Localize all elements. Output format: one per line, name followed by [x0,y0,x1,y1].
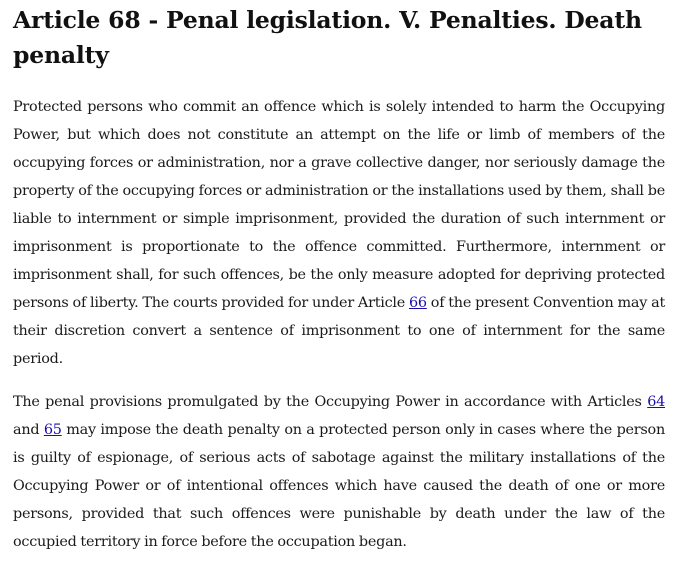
article-title: Article 68 - Penal legislation. V. Penalties. Death penalty [13,6,642,69]
paragraph-2 [13,388,665,556]
paragraph-2-text-start: The penal provisions promulgated by the Occupying Power in accordance with Articles [13,394,648,410]
article-65-link[interactable]: 65 [43,422,62,438]
paragraph-1-text-start: Protected persons who commit an offence which is solely intended to harm the Occupying Power, but which does not constitute an attempt on the life or limb of members of the occupying forces or administration, nor a grave collective danger, nor seriously damage the property of the occupying forces or administration or the installations used by them, shall be liable to internment or simple imprisonment, provided the duration of such internment or imprisonment is proportionate to the offence committed. Furthermore, internment or imprisonment shall, for such offences, be the only measure adopted for depriving protected persons of liberty. The courts provided for under Article [13,99,665,311]
article-64-link[interactable]: 64 [647,394,665,410]
article-66-link[interactable]: 66 [409,295,427,311]
paragraph-2-text-and: and [13,422,44,438]
paragraph-2-text-end: may impose the death penalty on a protected person only in cases where the person is guilty of espionage, of serious acts of sabotage against the military installations of the Occupying Power or of intentional offences which have caused the death of one or more persons, provided that such offences were punishable by death under the law of the occupied territory in force before the occupation began. [13,422,665,550]
paragraph-1-text-end: of the present Convention may at their discretion convert a sentence of imprisonment to one of internment for the same period. [13,295,665,367]
paragraph-1 [13,93,665,373]
